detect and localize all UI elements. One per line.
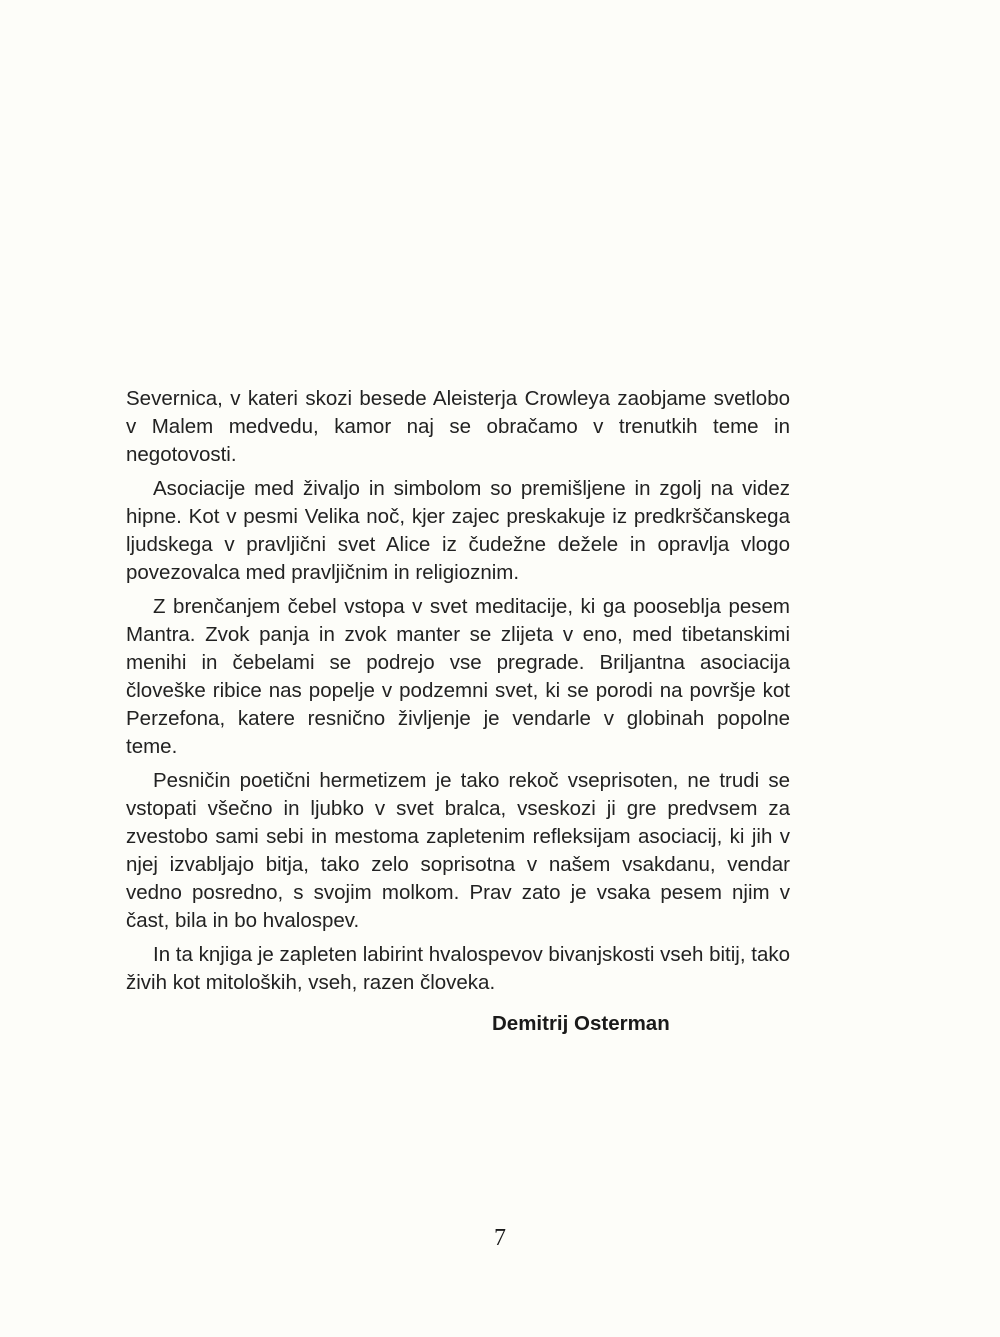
paragraph: Pesničin poetični hermetizem je tako rekoč vseprisoten, ne trudi se vstopati všečno in ljubko v svet bralca, vseskozi ji gre predvsem za zvestobo sami sebi in mestoma zapletenim refleksijam asociacij, ki jih v njej izvabljajo bitja, tako zelo soprisotna v našem vsakdanu, vendar vedno posredno, s svojim molkom. Prav zato je vsaka pesem njim v čast, bila in bo hvalospev. xyxy=(126,769,790,932)
body-text xyxy=(126,385,790,1003)
paragraph: Asociacije med živaljo in simbolom so premišljene in zgolj na videz hipne. Kot v pesmi Velika noč, kjer zajec preskakuje iz predkrščanskega ljudskega v pravljični svet Alice iz čudežne dežele in opravlja vlogo povezovalca med pravljičnim in religioznim. xyxy=(126,477,790,584)
paragraph: In ta knjiga je zapleten labirint hvalospevov bivanjskosti vseh bitij, tako živih kot mitoloških, vseh, razen človeka. xyxy=(126,943,790,994)
page-number: 7 xyxy=(494,1225,506,1251)
paragraph: Severnica, v kateri skozi besede Aleisterja Crowleya zaobjame svetlobo v Malem medvedu, kamor naj se obračamo v trenutkih teme in negotovosti. xyxy=(126,387,790,466)
author-signature: Demitrij Osterman xyxy=(492,1012,670,1035)
paragraph: Z brenčanjem čebel vstopa v svet meditacije, ki ga pooseblja pesem Mantra. Zvok panja in zvok manter se zlijeta v eno, med tibetanskimi menihi in čebelami se podrejo vse pregrade. Briljantna asociacija človeške ribice nas popelje v podzemni svet, ki se porodi na površje kot Perzefona, katere resnično življenje je vendarle v globinah popolne teme. xyxy=(126,595,790,758)
